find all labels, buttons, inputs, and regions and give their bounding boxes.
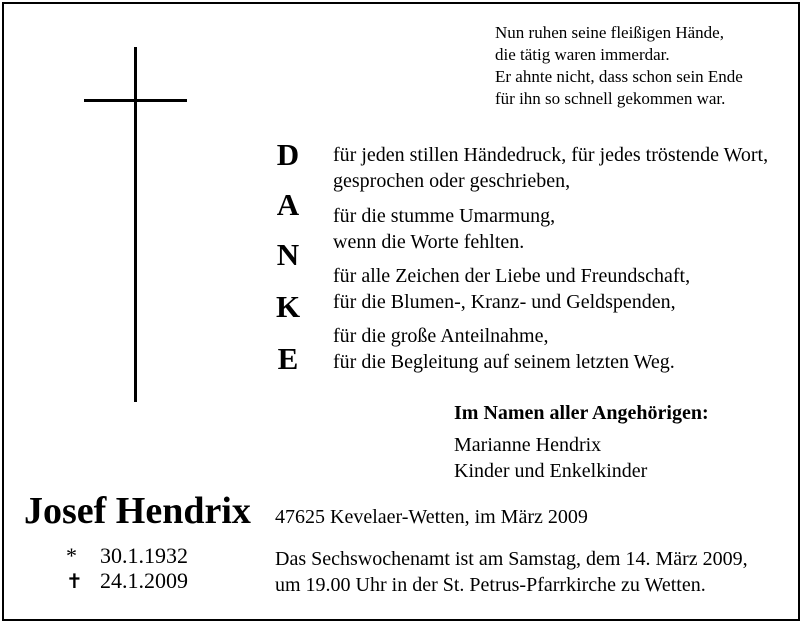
deceased-name: Josef Hendrix [24, 490, 251, 532]
birth-star-icon: * [66, 543, 77, 568]
thanks-line: für die Begleitung auf seinem letzten Weg. [333, 351, 675, 373]
mass-line: um 19.00 Uhr in der St. Petrus-Pfarrkirche zu Wetten. [275, 574, 706, 596]
thanks-line: für die große Anteilnahme, [333, 325, 549, 347]
poem-line: für ihn so schnell gekommen war. [495, 89, 726, 108]
poem [495, 22, 743, 110]
thanks-line: für die Blumen-, Kranz- und Geldspenden, [333, 291, 676, 313]
poem-line: die tätig waren immerdar. [495, 45, 670, 64]
danke-letter: K [275, 289, 301, 324]
cross-horizontal-bar [84, 99, 187, 102]
birth-row [66, 543, 188, 569]
death-date: 24.1.2009 [100, 568, 188, 593]
danke-letter: N [276, 237, 300, 272]
thanks-line: gesprochen oder geschrieben, [333, 170, 571, 192]
danke-letter: E [277, 341, 299, 376]
signers-heading: Im Namen aller Angehörigen: [454, 402, 709, 424]
thanks-line: wenn die Worte fehlten. [333, 231, 525, 253]
birth-date: 30.1.1932 [100, 543, 188, 568]
death-cross-icon: ✝ [66, 571, 83, 593]
thanks-line: für die stumme Umarmung, [333, 205, 556, 227]
thanks-line: für alle Zeichen der Liebe und Freundschaft, [333, 265, 691, 287]
poem-line: Nun ruhen seine fleißigen Hände, [495, 23, 724, 42]
death-row [66, 568, 188, 595]
signer-line: Marianne Hendrix [454, 434, 602, 456]
mass-line: Das Sechswochenamt ist am Samstag, dem 14. März 2009, [275, 548, 748, 570]
danke-letter: D [276, 137, 300, 172]
place-date: 47625 Kevelaer-Wetten, im März 2009 [275, 506, 588, 528]
danke-letter: A [276, 187, 300, 222]
poem-line: Er ahnte nicht, dass schon sein Ende [495, 67, 743, 86]
thanks-line: für jeden stillen Händedruck, für jedes tröstende Wort, [333, 144, 769, 166]
signer-line: Kinder und Enkelkinder [454, 460, 648, 482]
